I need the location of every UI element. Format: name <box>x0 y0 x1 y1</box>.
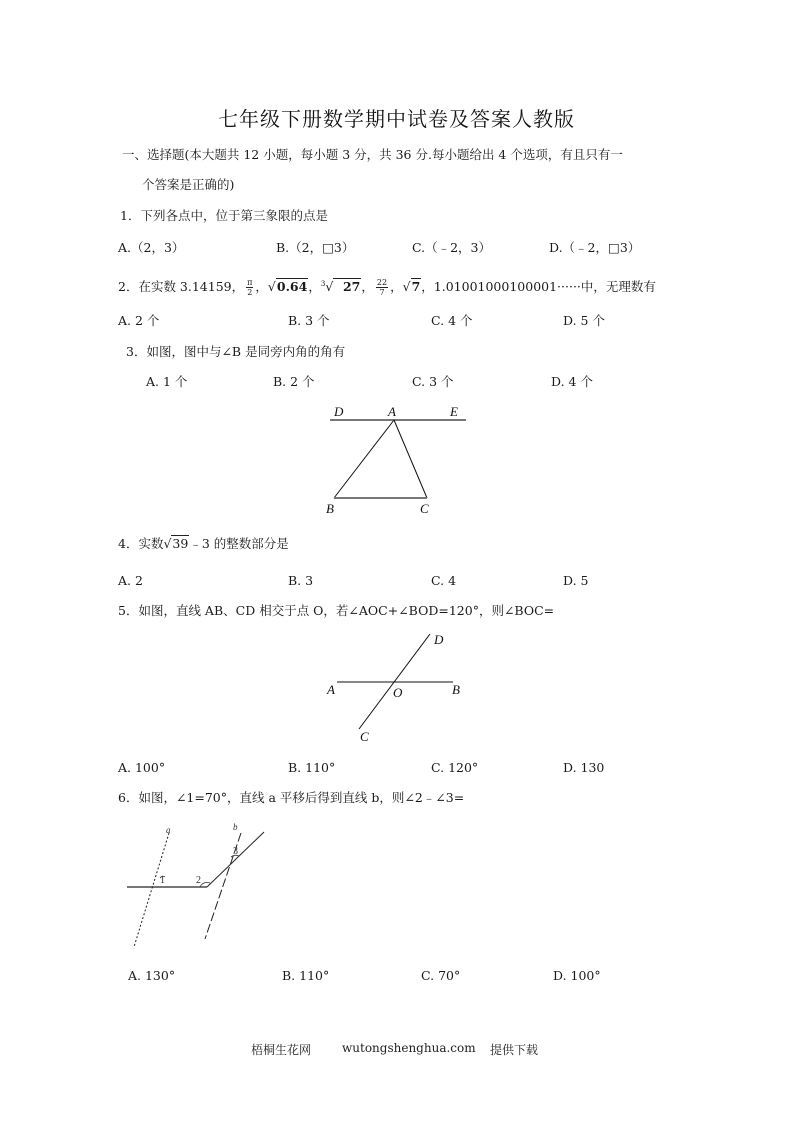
pi-over-2-fraction: $\frac{\pi}{2}$ <box>247 278 253 298</box>
label-b: B <box>326 501 334 516</box>
question-4-option-b: B. 3 <box>288 573 314 588</box>
question-6-option-d: D. 100° <box>553 968 601 983</box>
question-2-option-a: A. 2 个 <box>118 313 160 328</box>
question-3-option-c: C. 3 个 <box>412 374 454 389</box>
label-a: A <box>327 682 335 697</box>
question-6-text: 6．如图，∠1=70°，直线 a 平移后得到直线 b，则∠2﹣∠3= <box>118 790 465 805</box>
label-a: A <box>388 404 396 419</box>
question-3-option-b: B. 2 个 <box>273 374 315 389</box>
question-2-prefix: 2．在实数 3.14159， <box>118 279 245 295</box>
question-6-option-b: B. 110° <box>282 968 330 983</box>
question-4-option-a: A. 2 <box>118 573 143 588</box>
label-d: D <box>434 632 444 647</box>
question-5-option-d: D. 130 <box>563 760 605 775</box>
figure-triangle-abc <box>320 400 480 520</box>
label-b: B <box>452 682 460 697</box>
cube-root-27: $^3$√ 27 <box>320 279 361 295</box>
question-3-option-a: A. 1 个 <box>146 374 188 389</box>
question-5-option-c: C. 120° <box>431 760 479 775</box>
question-5-option-a: A. 100° <box>118 760 166 775</box>
question-4-option-d: D. 5 <box>563 573 589 588</box>
22-over-7-fraction: $\frac{22}{7}$ <box>376 278 388 298</box>
question-2-option-d: D. 5 个 <box>563 313 605 328</box>
question-4-text: 4．实数√39﹣3 的整数部分是 <box>118 536 289 551</box>
question-1-option-a: A.（2，3） <box>118 240 185 255</box>
question-6-option-c: C. 70° <box>421 968 461 983</box>
question-6-option-a: A. 130° <box>128 968 176 983</box>
figure-parallel-lines <box>115 815 285 955</box>
footer-site-name: 梧桐生花网 <box>251 1043 312 1057</box>
document-title: 七年级下册数学期中试卷及答案人教版 <box>218 107 575 131</box>
question-2-text: 2．在实数 3.14159， $\frac{\pi}{2}$ ，√0.64，$^3$√ 27， $\frac{22}{7}$ ，√7，1.01001000100001······中，无理数有 <box>118 276 656 297</box>
question-2-option-c: C. 4 个 <box>431 313 473 328</box>
question-2-suffix: ，1.01001000100001······中，无理数有 <box>421 279 656 295</box>
question-5-option-b: B. 110° <box>288 760 336 775</box>
label-c: C <box>360 729 369 744</box>
question-2-option-b: B. 3 个 <box>288 313 330 328</box>
question-1-option-d: D.（﹣2，□3） <box>549 240 641 255</box>
footer-note: 提供下载 <box>490 1043 539 1057</box>
label-o: O <box>393 685 403 700</box>
section-heading-line2: 个答案是正确的) <box>142 177 235 192</box>
footer-domain[interactable]: wutongshenghua.com <box>342 1041 476 1055</box>
label-angle-3: 3 <box>233 846 238 857</box>
label-c: C <box>420 501 429 516</box>
sqrt-39: √39 <box>163 536 189 551</box>
question-3-text: 3．如图，图中与∠B 是同旁内角的角有 <box>126 344 346 359</box>
sqrt-7: √7 <box>402 279 421 295</box>
sqrt-0-64: √0.64 <box>267 279 308 295</box>
question-3-option-d: D. 4 个 <box>551 374 593 389</box>
label-e: E <box>450 404 458 419</box>
figure-intersecting-lines <box>320 625 480 750</box>
label-line-b: b <box>233 822 238 832</box>
question-1-text: 1．下列各点中，位于第三象限的点是 <box>120 208 328 223</box>
question-1-option-b: B.（2，□3） <box>276 240 355 255</box>
label-angle-1: 1 <box>160 875 165 886</box>
section-heading-line1: 一、选择题(本大题共 12 小题，每小题 3 分，共 36 分.每小题给出 4 个选项，有且只有一 <box>122 147 623 162</box>
question-4-option-c: C. 4 <box>431 573 457 588</box>
question-1-option-c: C.（﹣2，3） <box>412 240 491 255</box>
label-angle-2: 2 <box>196 875 201 886</box>
question-5-text: 5．如图，直线 AB、CD 相交于点 O，若∠AOC+∠BOD=120°，则∠BOC= <box>118 603 555 618</box>
label-d: D <box>334 404 344 419</box>
label-line-a: a <box>166 825 171 835</box>
